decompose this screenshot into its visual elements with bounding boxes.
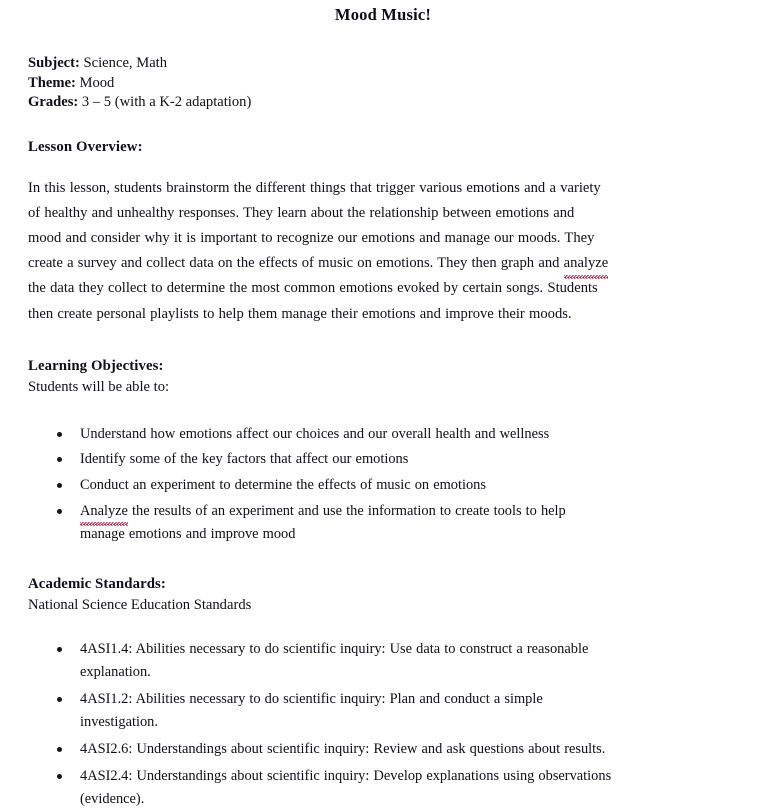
lesson-overview-paragraph bbox=[28, 176, 740, 327]
academic-standards-subheading: National Science Education Standards bbox=[28, 596, 252, 613]
learning-objectives-subheading: Students will be able to: bbox=[28, 378, 170, 395]
spellcheck-misspelled-word: Analyze bbox=[80, 500, 128, 524]
standard-line: 4ASI2.4: Understandings about scientific inquiry: Develop explanations using observations bbox=[80, 767, 612, 784]
meta-theme-label: Theme: bbox=[28, 74, 76, 91]
standard-line: (evidence). bbox=[80, 791, 145, 808]
meta-subject-value: Science, Math bbox=[79, 55, 168, 71]
objective-line: Conduct an experiment to determine the effects of music on emotions bbox=[80, 476, 486, 493]
meta-grades-value: 3 – 5 (with a K-2 adaptation) bbox=[78, 94, 252, 110]
meta-grades-line bbox=[28, 93, 740, 113]
meta-grades-label: Grades: bbox=[28, 94, 79, 110]
academic-standards-list bbox=[28, 638, 740, 812]
overview-line: the data they collect to determine the most common emotions evoked by certain songs. Students bbox=[28, 280, 598, 297]
section-heading-academic-standards: Academic Standards: bbox=[28, 575, 166, 592]
objective-line: manage emotions and improve mood bbox=[80, 526, 296, 543]
spellcheck-misspelled-word: analyze bbox=[564, 251, 609, 276]
standard-line: 4ASI1.4: Abilities necessary to do scientific inquiry: Use data to construct a reasonable bbox=[80, 640, 589, 657]
meta-theme-line bbox=[28, 74, 740, 94]
list-item bbox=[28, 738, 740, 762]
standard-line: 4ASI2.6: Understandings about scientific inquiry: Review and ask questions about results. bbox=[80, 741, 606, 758]
list-item bbox=[28, 638, 740, 685]
list-item bbox=[28, 688, 740, 735]
standard-line: explanation. bbox=[80, 664, 151, 681]
objective-line bbox=[80, 500, 740, 524]
section-heading-learning-objectives: Learning Objectives: bbox=[28, 357, 164, 374]
section-heading-lesson-overview: Lesson Overview: bbox=[28, 138, 143, 155]
document-body bbox=[0, 54, 768, 812]
meta-subject-line bbox=[28, 54, 740, 74]
learning-objectives-list bbox=[28, 423, 740, 547]
page-title: Mood Music! bbox=[334, 5, 432, 24]
overview-line-text: create a survey and collect data on the effects of music on emotions. They then graph and bbox=[28, 255, 564, 272]
list-item bbox=[28, 474, 740, 498]
standard-line: 4ASI1.2: Abilities necessary to do scientific inquiry: Plan and conduct a simple bbox=[80, 690, 543, 707]
list-item bbox=[28, 423, 740, 447]
overview-line: In this lesson, students brainstorm the different things that trigger various emotions and a variety bbox=[28, 179, 601, 196]
overview-line: of healthy and unhealthy responses. They learn about the relationship between emotions and bbox=[28, 204, 575, 221]
overview-line bbox=[28, 251, 740, 276]
list-item bbox=[28, 448, 740, 472]
list-item bbox=[28, 765, 740, 812]
list-item bbox=[28, 500, 740, 547]
standard-line: investigation. bbox=[80, 714, 158, 731]
lesson-meta-block bbox=[28, 54, 740, 113]
meta-theme-value: Mood bbox=[75, 74, 115, 91]
overview-line: then create personal playlists to help them manage their emotions and improve their moods. bbox=[28, 305, 572, 322]
meta-subject-label: Subject: bbox=[28, 55, 80, 71]
objective-line: Understand how emotions affect our choices and our overall health and wellness bbox=[80, 425, 550, 442]
objective-line-text: the results of an experiment and use the information to create tools to help bbox=[127, 502, 566, 519]
objective-line: Identify some of the key factors that affect our emotions bbox=[80, 451, 409, 468]
overview-line: mood and consider why it is important to recognize our emotions and manage our moods. They bbox=[28, 229, 595, 246]
